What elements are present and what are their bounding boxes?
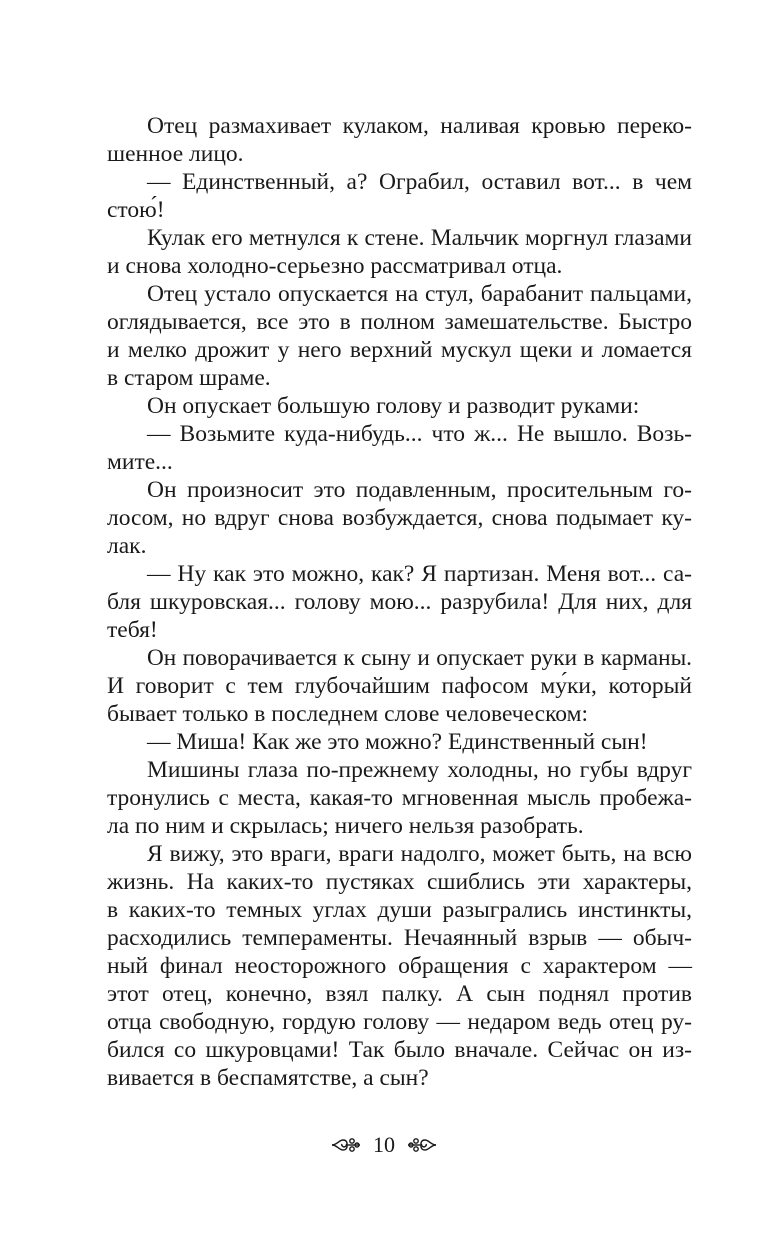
text-line: — Миша! Как же это можно? Единственный сын! <box>147 729 648 755</box>
text-line: ла по ним и скрылась; ничего нельзя разобрать. <box>107 813 584 839</box>
text-line: и мелко дрожит у него верхний мускул щеки и ломается <box>107 337 692 363</box>
text-line: расходились темпераменты. Нечаянный взрыв — обыч- <box>107 925 692 951</box>
page-footer <box>0 1128 768 1162</box>
ornament-flourish-icon <box>407 1135 437 1155</box>
text-line: и снова холодно-серьезно рассматривал отца. <box>107 253 563 279</box>
text-line: оглядывается, все это в полном замешательстве. Быстро <box>107 309 692 335</box>
text-line: бывает только в последнем слове человеческом: <box>107 701 588 727</box>
text-line: — Ну как это можно, как? Я партизан. Меня вот... са- <box>147 561 692 587</box>
text-line: отца свободную, гордую голову — недаром ведь отец ру- <box>107 1009 692 1035</box>
text-line: шенное лицо. <box>107 141 244 167</box>
text-line: — Возьмите куда-нибудь... что ж... Не вышло. Возь- <box>147 421 692 447</box>
ornament-flourish-icon <box>331 1135 361 1155</box>
text-line: ный финал неосторожного обращения с характером — <box>107 953 692 979</box>
text-line: лосом, но вдруг снова возбуждается, снова подымает ку- <box>107 505 692 531</box>
text-line: Я вижу, это враги, враги надолго, может быть, на всю <box>147 841 692 867</box>
text-line: И говорит с тем глубочайшим пафосом му́ки, который <box>107 673 692 699</box>
text-line: в старом шраме. <box>107 365 271 391</box>
text-line: — Единственный, а? Ограбил, оставил вот... в чем <box>147 169 692 195</box>
text-line: бля шкуровская... голову мою... разрубила! Для них, для <box>107 589 692 615</box>
text-line: лак. <box>107 533 147 559</box>
page-number: 10 <box>373 1132 395 1157</box>
text-line: Мишины глаза по-прежнему холодны, но губы вдруг <box>147 757 692 783</box>
text-line: Отец размахивает кулаком, наливая кровью переко- <box>147 113 692 139</box>
text-line: стою́! <box>107 197 165 223</box>
body-text <box>107 112 692 1092</box>
text-line: в каких-то темных углах души разыгрались инстинкты, <box>107 897 692 923</box>
text-line: этот отец, конечно, взял палку. А сын поднял против <box>107 981 692 1007</box>
text-line: Отец устало опускается на стул, барабанит пальцами, <box>147 281 692 307</box>
text-line: Кулак его метнулся к стене. Мальчик моргнул глазами <box>147 225 692 251</box>
text-line: тебя! <box>107 617 158 643</box>
text-line: бился со шкуровцами! Так было вначале. Сейчас он из- <box>107 1037 692 1063</box>
text-line: Он произносит это подавленным, просительным го- <box>147 477 692 503</box>
text-line: вивается в беспамятстве, а сын? <box>107 1065 429 1091</box>
text-line: Он поворачивается к сыну и опускает руки в карманы. <box>147 645 692 671</box>
text-line: мите... <box>107 449 173 475</box>
text-line: Он опускает большую голову и разводит руками: <box>147 393 640 419</box>
text-line: жизнь. На каких-то пустяках сшиблись эти характеры, <box>107 869 692 895</box>
text-line: тронулись с места, какая-то мгновенная мысль пробежа- <box>107 785 692 811</box>
